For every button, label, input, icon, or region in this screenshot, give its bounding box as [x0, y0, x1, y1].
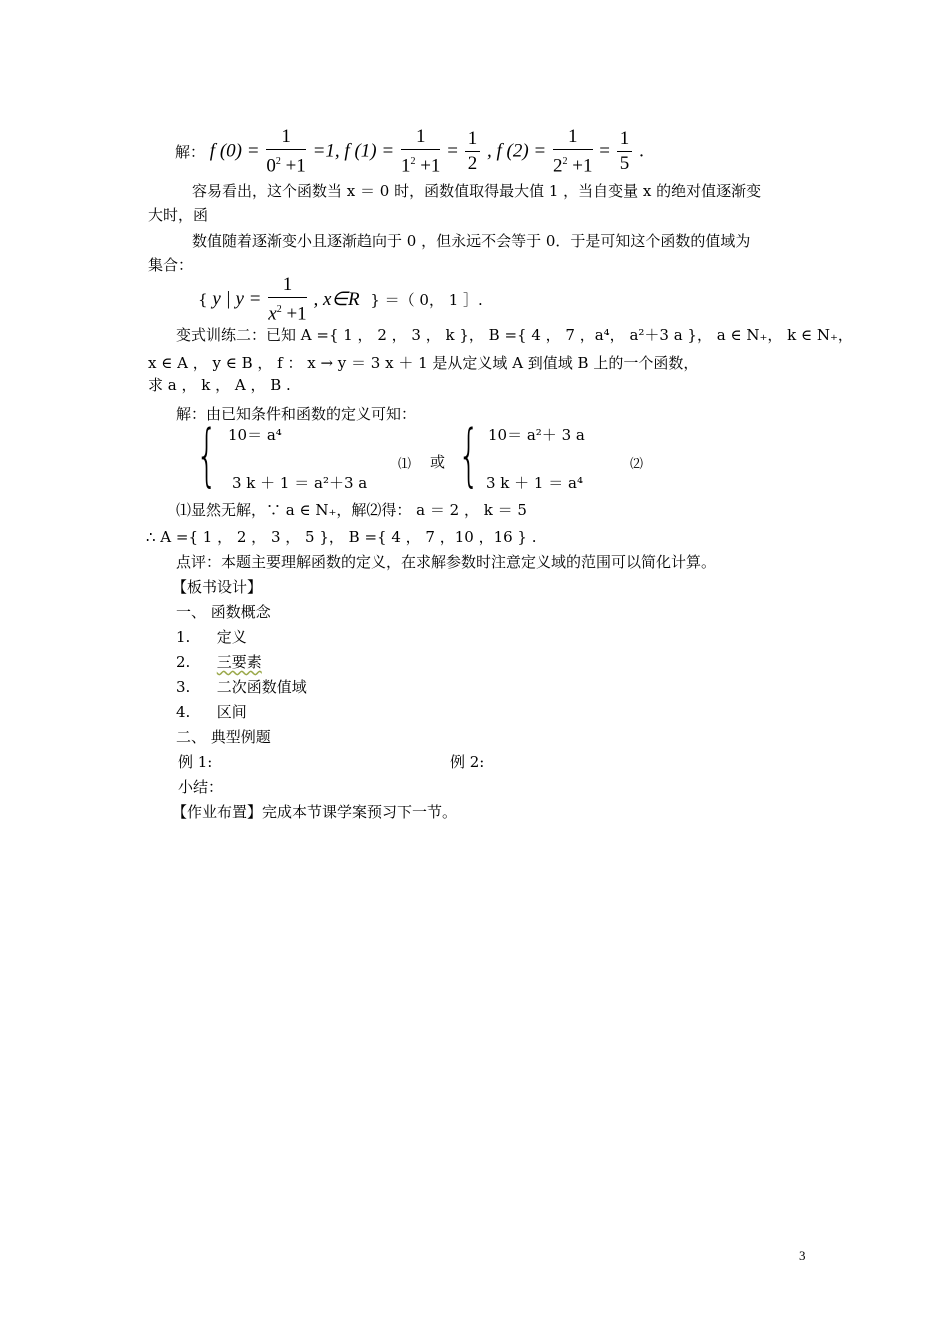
board-item-2	[176, 651, 262, 672]
fraction-f1: $\frac{1}{1^2 +1}$	[400, 126, 441, 177]
board-title: 【板书设计】	[172, 578, 263, 596]
board-sec1: 一、 函数概念	[176, 603, 271, 621]
paragraph2-text: 数值随着逐渐变小且逐渐趋向于 0 ，但永远不会等于 0．于是可知这个函数的值域为	[192, 232, 751, 250]
summary: 小结：	[178, 778, 224, 796]
paragraph2-line1	[192, 230, 750, 251]
item-num: 2.	[176, 653, 191, 671]
board-item-3	[176, 676, 307, 697]
item-text: 定义	[216, 628, 247, 646]
item-text: 三要素	[216, 653, 262, 671]
board-item-1	[176, 626, 247, 647]
period: .	[639, 140, 644, 162]
sys1-eq2: 3 k ＋ 1 ＝ a²＋3 a	[232, 474, 368, 492]
fraction-set: $\frac{1}{x^2 +1}$	[268, 274, 307, 325]
variant-line1: 变式训练二：已知 A ={ 1 ， 2 ， 3 ， k }， B ={ 4 ， 7 ，a⁴， a²＋3 a }， a ∈ N₊， k ∈ N₊，	[176, 326, 853, 344]
example-1: 例 1:	[178, 753, 213, 771]
sys2-eq2: 3 k ＋ 1 ＝ a⁴	[486, 474, 583, 492]
paragraph1-line1: 容易看出，这个函数当 x ＝ 0 时，函数值取得最大值 1 ，当自变量 x 的绝对值逐渐变	[192, 182, 762, 200]
item-num: 1.	[176, 628, 191, 646]
conclusion1: ⑴显然无解，∵ a ∈ N₊，解⑵得： a ＝ 2 ， k ＝ 5	[176, 501, 527, 519]
set-open: {	[198, 290, 208, 309]
variant-line2: x ∈ A ， y ∈ B ， f ： x → y ＝ 3 x ＋ 1 是从定义域 A 到值域 B 上的一个函数，	[148, 354, 699, 372]
or-label: 或	[430, 453, 446, 471]
set-close: } ＝（ 0， 1 ］.	[370, 291, 483, 310]
sys1-eq1: 10＝ a⁴	[228, 426, 282, 444]
page-number: 3	[799, 1248, 806, 1263]
homework-title: 【作业布置】	[172, 803, 263, 821]
paragraph2-line2: 集合：	[148, 256, 194, 274]
example-2: 例 2:	[450, 753, 485, 771]
variant-line3: 求 a ， k ， A ， B .	[148, 376, 291, 394]
set-expression	[198, 274, 483, 325]
sys2-tag: ⑵	[630, 457, 644, 472]
solution2-intro: 解：由已知条件和函数的定义可知：	[176, 405, 417, 423]
fraction-f2: $\frac{1}{2^2 +1}$	[553, 126, 593, 177]
homework	[172, 801, 457, 822]
board-item-4	[176, 701, 247, 722]
sys2-eq1: 10＝ a²＋ 3 a	[488, 426, 585, 444]
set-rhs: , x∈R	[313, 289, 360, 311]
equals-2: =	[599, 140, 610, 162]
set-lhs: y | y =	[212, 288, 262, 310]
sys1-tag: ⑴	[398, 457, 412, 472]
paragraph1-line2: 大时，函	[148, 206, 209, 224]
fraction-f0: $\frac{1}{0^2 +1}$	[266, 126, 306, 177]
f0-expr: f (0) =	[209, 140, 260, 162]
conclusion2: ∴ A ={ 1 ， 2 ， 3 ， 5 }， B ={ 4 ， 7 ，10 ，16 } .	[146, 528, 537, 546]
equals-1: =	[447, 140, 458, 162]
solution-label: 解：	[175, 143, 206, 162]
comment: 点评：本题主要理解函数的定义，在求解参数时注意定义域的范围可以简化计算。	[176, 553, 717, 571]
solution-line	[175, 126, 644, 177]
homework-text: 完成本节课学案预习下一节。	[262, 803, 458, 821]
left-brace-2: {	[458, 416, 480, 495]
f2-expr: , f (2) =	[486, 140, 547, 162]
board-sec2: 二、 典型例题	[176, 728, 271, 746]
fraction-fifth: $\frac{1}{5}$	[617, 128, 633, 175]
left-brace-1: {	[196, 416, 218, 495]
item-text: 区间	[216, 703, 247, 721]
item-num: 3.	[176, 678, 191, 696]
fraction-half: $\frac{1}{2}$	[465, 128, 481, 175]
item-text: 二次函数值域	[216, 678, 307, 696]
f1-expr: =1, f (1) =	[312, 140, 395, 162]
item-num: 4.	[176, 703, 191, 721]
